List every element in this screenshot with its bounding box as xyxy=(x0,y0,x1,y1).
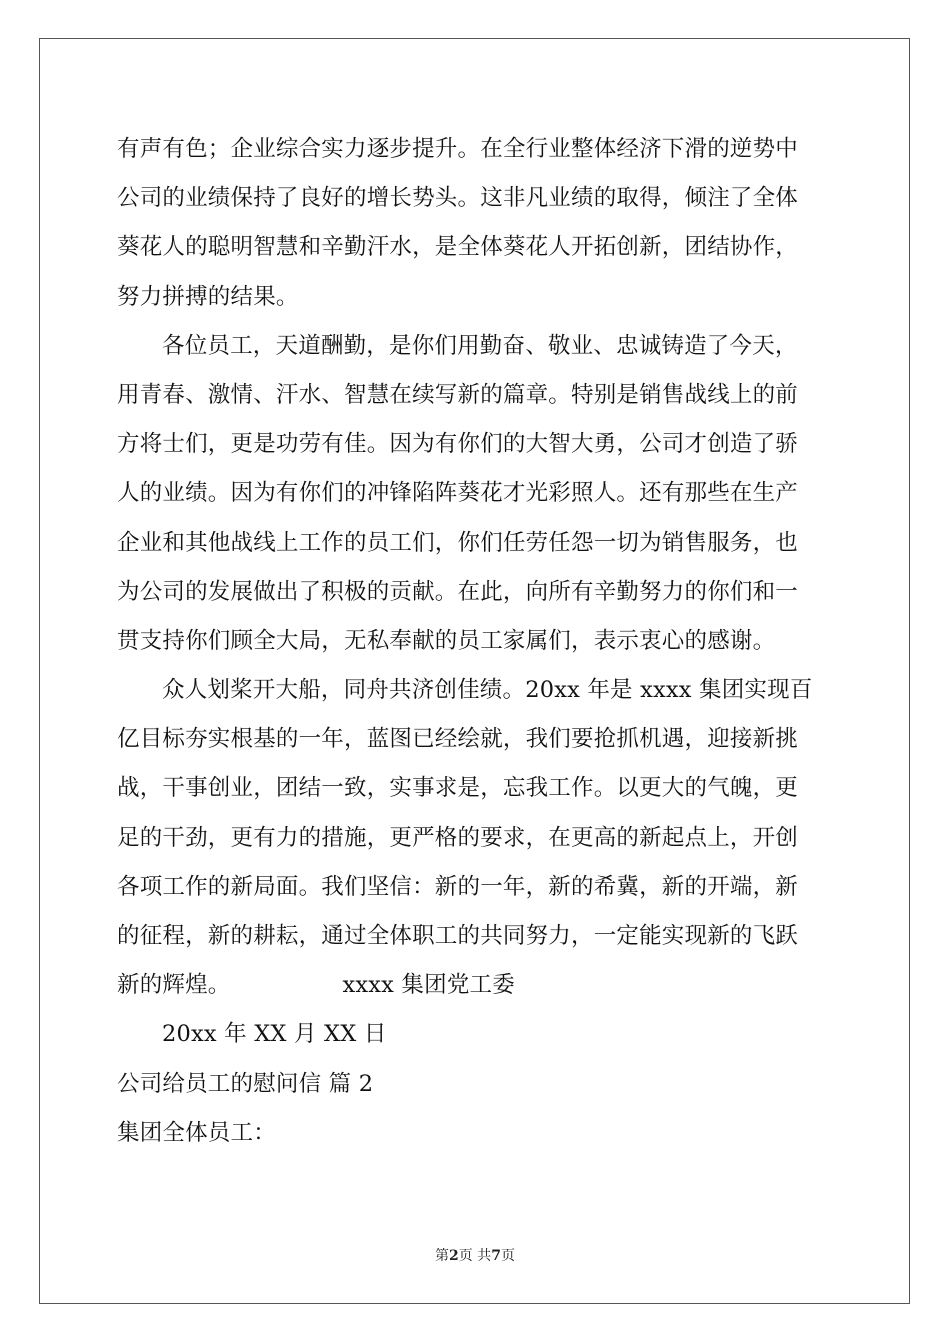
date-line: 20xx 年 XX 月 XX 日 xyxy=(162,1021,387,1048)
document-body xyxy=(117,125,837,1158)
closing-line xyxy=(117,961,837,1010)
paragraph xyxy=(117,322,837,666)
page-footer xyxy=(0,1247,950,1265)
text-line: 战，干事创业，团结一致，实事求是，忘我工作。以更大的气魄，更 xyxy=(117,775,799,802)
text-line: 方将士们，更是功劳有佳。因为有你们的大智大勇，公司才创造了骄 xyxy=(117,431,799,458)
text-line: 贯支持你们顾全大局，无私奉献的员工家属们，表示衷心的感谢。 xyxy=(117,627,776,654)
text-line: 用青春、激情、汗水、智慧在续写新的篇章。特别是销售战线上的前 xyxy=(117,381,799,408)
text-line: 努力拼搏的结果。 xyxy=(117,283,299,310)
text-line: 众人划桨开大船，同舟共济创佳绩。20xx 年是 xxxx 集团实现百 xyxy=(162,677,813,704)
footer-mid: 页 共 xyxy=(458,1248,492,1264)
signature: xxxx 集团党工委 xyxy=(342,972,515,999)
text-line: 各项工作的新局面。我们坚信：新的一年，新的希冀，新的开端，新 xyxy=(117,873,799,900)
text-line: 有声有色；企业综合实力逐步提升。在全行业整体经济下滑的逆势中 xyxy=(117,136,799,162)
paragraph xyxy=(117,666,837,1010)
paragraph xyxy=(117,125,837,322)
text-line: 各位员工，天道酬勤，是你们用勤奋、敬业、忠诚铸造了今天， xyxy=(162,332,798,359)
text-line: 足的干劲，更有力的措施，更严格的要求，在更高的新起点上，开创 xyxy=(117,824,799,851)
text-line: 亿目标夯实根基的一年，蓝图已经绘就，我们要抢抓机遇，迎接新挑 xyxy=(117,726,799,753)
text-line: 人的业绩。因为有你们的冲锋陷阵葵花才光彩照人。还有那些在生产 xyxy=(117,480,799,507)
footer-prefix: 第 xyxy=(435,1248,450,1264)
section-title: 公司给员工的慰问信 篇 2 xyxy=(117,1070,374,1097)
salutation: 集团全体员工： xyxy=(117,1119,276,1146)
current-page-number: 2 xyxy=(449,1248,459,1264)
closing-text: 新的辉煌。 xyxy=(117,972,231,999)
footer-suffix: 页 xyxy=(500,1248,515,1264)
text-line: 公司的业绩保持了良好的增长势头。这非凡业绩的取得，倾注了全体 xyxy=(117,185,799,212)
text-line: 企业和其他战线上工作的员工们，你们任劳任怨一切为销售服务，也 xyxy=(117,529,799,556)
text-line: 为公司的发展做出了积极的贡献。在此，向所有辛勤努力的你们和一 xyxy=(117,578,799,605)
text-line: 葵花人的聪明智慧和辛勤汗水，是全体葵花人开拓创新，团结协作， xyxy=(117,234,799,261)
total-page-count: 7 xyxy=(491,1248,501,1264)
text-line: 的征程，新的耕耘，通过全体职工的共同努力，一定能实现新的飞跃 xyxy=(117,923,799,949)
